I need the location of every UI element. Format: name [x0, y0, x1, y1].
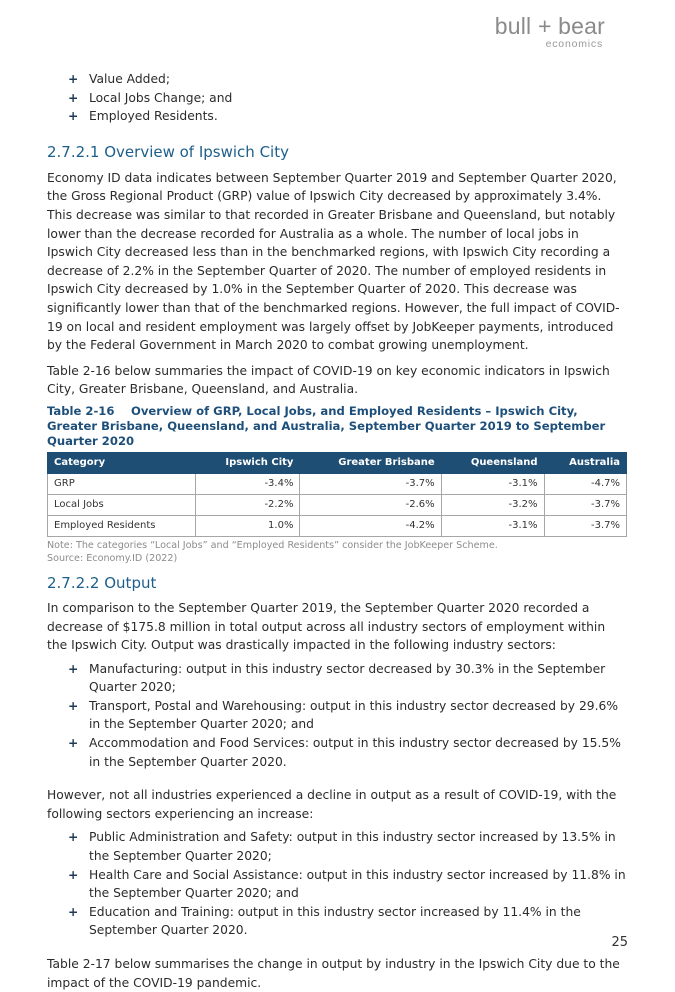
- table-cell: -4.2%: [300, 515, 441, 536]
- table-cell: Local Jobs: [48, 494, 196, 515]
- section-heading-overview: 2.7.2.1 Overview of Ipswich City: [47, 142, 289, 161]
- table-caption-number: Table 2-16: [47, 403, 115, 418]
- column-header: Australia: [544, 452, 626, 473]
- plus-bullet-icon: +: [68, 736, 79, 751]
- column-header: Ipswich City: [195, 452, 300, 473]
- table-row: [48, 515, 627, 536]
- plus-bullet-icon: +: [68, 661, 79, 676]
- section-heading-output: 2.7.2.2 Output: [47, 573, 157, 592]
- column-header: Category: [48, 452, 196, 473]
- plus-bullet-icon: +: [68, 830, 79, 845]
- table-note: Note: The categories “Local Jobs” and “Employed Residents” consider the JobKeeper Scheme.: [47, 539, 498, 551]
- output-paragraph: In comparison to the September Quarter 2019, the September Quarter 2020 recorded a decrease of $175.8 million in total output across all industry sectors of employment within the Ipswich City. Output was drastically impacted in the following industry sectors:: [47, 600, 606, 653]
- table-cell: -3.2%: [441, 494, 544, 515]
- company-logo: [495, 14, 605, 50]
- decline-bullet-list: [47, 660, 627, 772]
- list-item: + Public Administration and Safety: output in this industry sector increased by 13.5% in the September Quarter 2020;: [68, 830, 616, 864]
- page-content: [47, 70, 627, 992]
- list-item: + Local Jobs Change; and: [47, 89, 627, 108]
- column-header: Queensland: [441, 452, 544, 473]
- intro-bullet-list: [47, 70, 627, 126]
- table-header-row: [48, 452, 627, 473]
- table-source: Source: Economy.ID (2022): [47, 552, 178, 564]
- plus-bullet-icon: +: [68, 904, 79, 919]
- table-cell: GRP: [48, 473, 196, 494]
- list-item: + Education and Training: output in this industry sector increased by 11.4% in the September Quarter 2020.: [68, 904, 581, 938]
- increase-intro-paragraph: However, not all industries experienced a decline in output as a result of COVID-19, with the following sectors experiencing an increase:: [47, 788, 617, 821]
- table-caption: [47, 404, 627, 449]
- list-item: + Accommodation and Food Services: output in this industry sector decreased by 15.5% in the September Quarter 2020.: [68, 736, 621, 769]
- economic-indicators-table: [47, 452, 627, 537]
- page-number: 25: [611, 935, 628, 950]
- list-item: + Value Added;: [47, 70, 627, 89]
- table-intro-paragraph: Table 2-16 below summaries the impact of COVID-19 on key economic indicators in Ipswich City, Greater Brisbane, Queensland, and Australia.: [47, 363, 610, 397]
- table-cell: -3.7%: [544, 515, 626, 536]
- table-cell: -2.6%: [300, 494, 441, 515]
- table-2-17-intro-paragraph: Table 2-17 below summarises the change in output by industry in the Ipswich City due to the impact of the COVID-19 pandemic.: [47, 957, 620, 990]
- list-item: + Transport, Postal and Warehousing: output in this industry sector decreased by 29.6% in the September Quarter 2020; and: [68, 698, 619, 732]
- table-cell: -3.1%: [441, 473, 544, 494]
- list-item: + Manufacturing: output in this industry sector decreased by 30.3% in the September Quarter 2020;: [68, 661, 606, 695]
- table-row: [48, 494, 627, 515]
- plus-bullet-icon: +: [68, 109, 79, 124]
- logo-tagline: economics: [545, 38, 603, 50]
- table-cell: -3.7%: [300, 473, 441, 494]
- list-item: + Health Care and Social Assistance: output in this industry sector increased by 11.8% in the September Quarter 2020; and: [68, 867, 626, 901]
- table-row: [48, 473, 627, 494]
- plus-bullet-icon: +: [68, 90, 79, 105]
- table-cell: -2.2%: [195, 494, 300, 515]
- table-cell: Employed Residents: [48, 515, 196, 536]
- table-caption-text: Overview of GRP, Local Jobs, and Employed Residents – Ipswich City, Greater Brisbane, Queensland, and Australia, September Quarter 2019 to September Quarter 2020: [47, 403, 606, 448]
- overview-paragraph: Economy ID data indicates between September Quarter 2019 and September Quarter 2020, the Gross Regional Product (GRP) value of Ipswich City decreased by approximately 3.4%. This decrease was similar to that recorded in Greater Brisbane and Queensland, but notably lower than the decrease recorded for Australia as a whole. The number of local jobs in Ipswich City decreased less than in the benchmarked regions, with Ipswich City recording a decrease of 2.2% in the September Quarter of 2020. The number of employed residents in Ipswich City decreased by 1.0% in the September Quarter of 2020. This decrease was significantly lower than that of the benchmarked regions. However, the full impact of COVID-19 on local and resident employment was largely offset by JobKeeper payments, introduced by the Federal Government in March 2020 to combat growing unemployment.: [47, 170, 620, 353]
- increase-bullet-list: [47, 828, 627, 940]
- column-header: Greater Brisbane: [300, 452, 441, 473]
- logo-wordmark: bull + bear: [494, 13, 605, 39]
- table-cell: -3.1%: [441, 515, 544, 536]
- table-cell: -4.7%: [544, 473, 626, 494]
- plus-bullet-icon: +: [68, 72, 79, 86]
- list-item: + Employed Residents.: [47, 107, 627, 126]
- table-cell: 1.0%: [195, 515, 300, 536]
- plus-bullet-icon: +: [68, 867, 79, 882]
- table-cell: -3.4%: [195, 473, 300, 494]
- plus-bullet-icon: +: [68, 698, 79, 713]
- table-cell: -3.7%: [544, 494, 626, 515]
